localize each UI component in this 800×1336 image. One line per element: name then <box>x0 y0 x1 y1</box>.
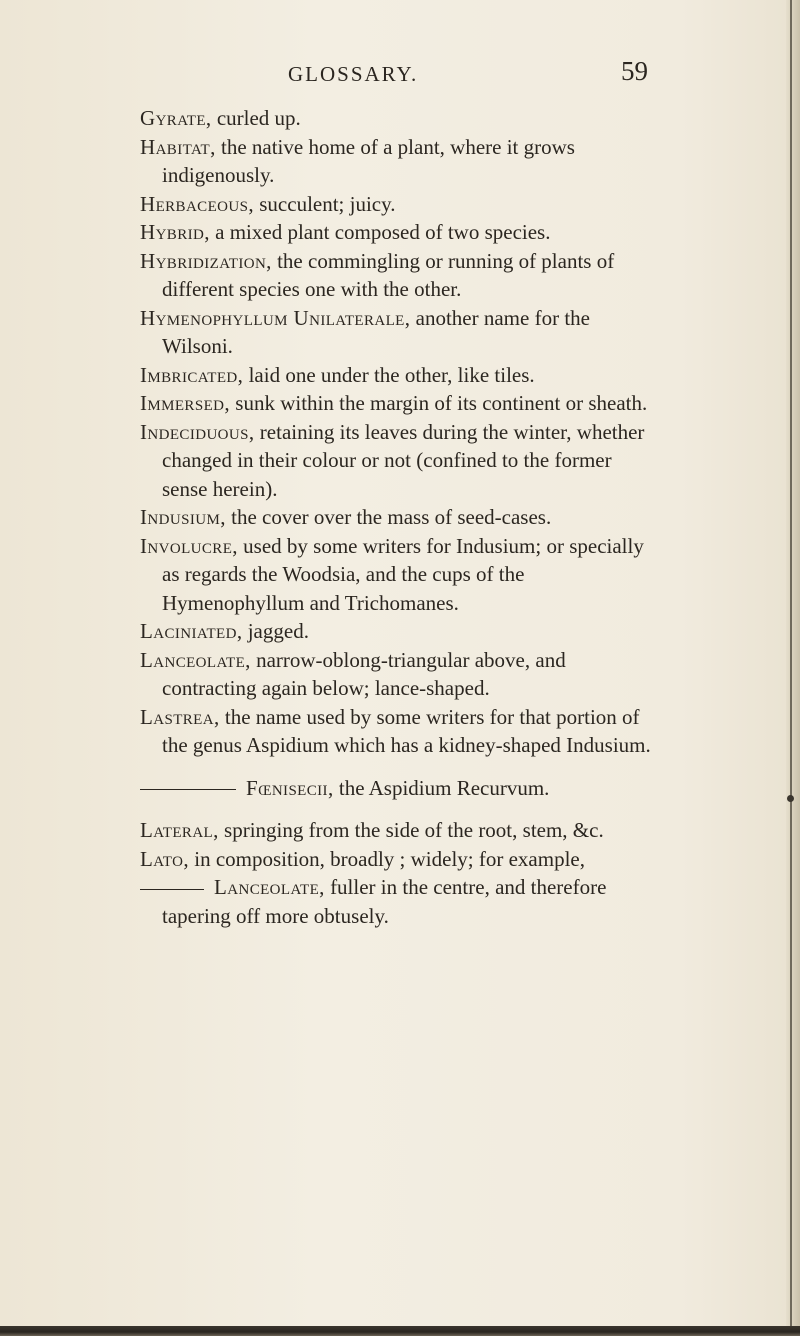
entry-term: Laciniated, <box>140 619 243 643</box>
entry-term: Lato, <box>140 846 189 871</box>
entry-term: Hybridization, <box>140 248 272 273</box>
glossary-entry <box>140 617 660 646</box>
entry-term: Habitat, <box>140 134 216 159</box>
entry-term: Lastrea, <box>140 704 220 729</box>
entry-definition: retaining its leaves during the winter, whether changed in their colour or not (confined to the former sense herein). <box>162 419 645 501</box>
entry-term: Fœnisecii, <box>246 775 334 800</box>
entry-term: Indusium, <box>140 505 226 529</box>
glossary-entry <box>140 133 660 190</box>
glossary-entry <box>140 418 660 504</box>
page-number: 59 <box>621 56 648 86</box>
running-head <box>0 56 800 96</box>
glossary-entry <box>140 503 660 532</box>
page-spine <box>786 0 800 1336</box>
page-bottom-edge <box>0 1326 800 1336</box>
entry-term: Immersed, <box>140 391 231 415</box>
spine-line <box>790 0 792 1336</box>
entry-definition: the cover over the mass of seed-cases. <box>231 505 552 529</box>
glossary-entry <box>140 774 660 803</box>
entry-definition: curled up. <box>216 106 301 130</box>
entry-definition: narrow-oblong-triangular above, and contracting again below; lance-shaped. <box>162 647 566 700</box>
glossary-entry <box>140 389 660 418</box>
entry-term: Lanceolate, <box>214 875 325 899</box>
glossary-entry <box>140 873 660 930</box>
entry-definition: another name for the Wilsoni. <box>162 305 590 358</box>
entry-term: Involucre, <box>140 533 238 558</box>
running-head-title: GLOSSARY. <box>288 62 419 86</box>
glossary-entry <box>140 703 660 760</box>
entry-definition: the native home of a plant, where it grows indigenously. <box>162 134 575 187</box>
entry-definition: jagged. <box>247 619 309 643</box>
entry-definition: in composition, broadly ; widely; for example, <box>194 846 585 871</box>
ink-spot <box>787 795 794 802</box>
entry-term: Imbricated, <box>140 362 244 387</box>
ditto-dash <box>140 889 204 890</box>
glossary-entry <box>140 532 660 618</box>
entry-term: Hymenophyllum Unilaterale, <box>140 305 411 330</box>
glossary-entry <box>140 845 660 874</box>
glossary-entry <box>140 218 660 247</box>
glossary-entry <box>140 816 660 845</box>
glossary-entry <box>140 646 660 703</box>
entry-definition: laid one under the other, like tiles. <box>248 362 535 387</box>
glossary-entry <box>140 104 660 133</box>
entry-definition: a mixed plant composed of two species. <box>215 220 551 244</box>
entry-definition: fuller in the centre, and therefore tapering off more obtusely. <box>162 875 607 928</box>
glossary-entry <box>140 247 660 304</box>
entry-term: Indeciduous, <box>140 419 255 444</box>
entry-term: Herbaceous, <box>140 191 254 216</box>
entry-term: Hybrid, <box>140 220 210 244</box>
entry-term: Lateral, <box>140 818 219 842</box>
entry-term: Lanceolate, <box>140 647 251 672</box>
entry-definition: the name used by some writers for that portion of the genus Aspidium which has a kidney-shaped Indusium. <box>162 704 651 757</box>
glossary-entry <box>140 190 660 219</box>
glossary-entry <box>140 361 660 390</box>
glossary-list <box>140 104 660 930</box>
entry-definition: used by some writers for Indusium; or specially as regards the Woodsia, and the cups of the Hymenophyllum and Trichomanes. <box>162 533 644 615</box>
entry-term: Gyrate, <box>140 106 212 130</box>
glossary-entry <box>140 304 660 361</box>
entry-definition: the Aspidium Recurvum. <box>338 775 550 800</box>
ditto-dash <box>140 789 236 790</box>
entry-definition: springing from the side of the root, stem, &c. <box>224 818 604 842</box>
entry-definition: sunk within the margin of its continent or sheath. <box>235 391 648 415</box>
entry-definition: succulent; juicy. <box>259 191 396 216</box>
entry-definition: the commingling or running of plants of different species one with the other. <box>162 248 615 301</box>
